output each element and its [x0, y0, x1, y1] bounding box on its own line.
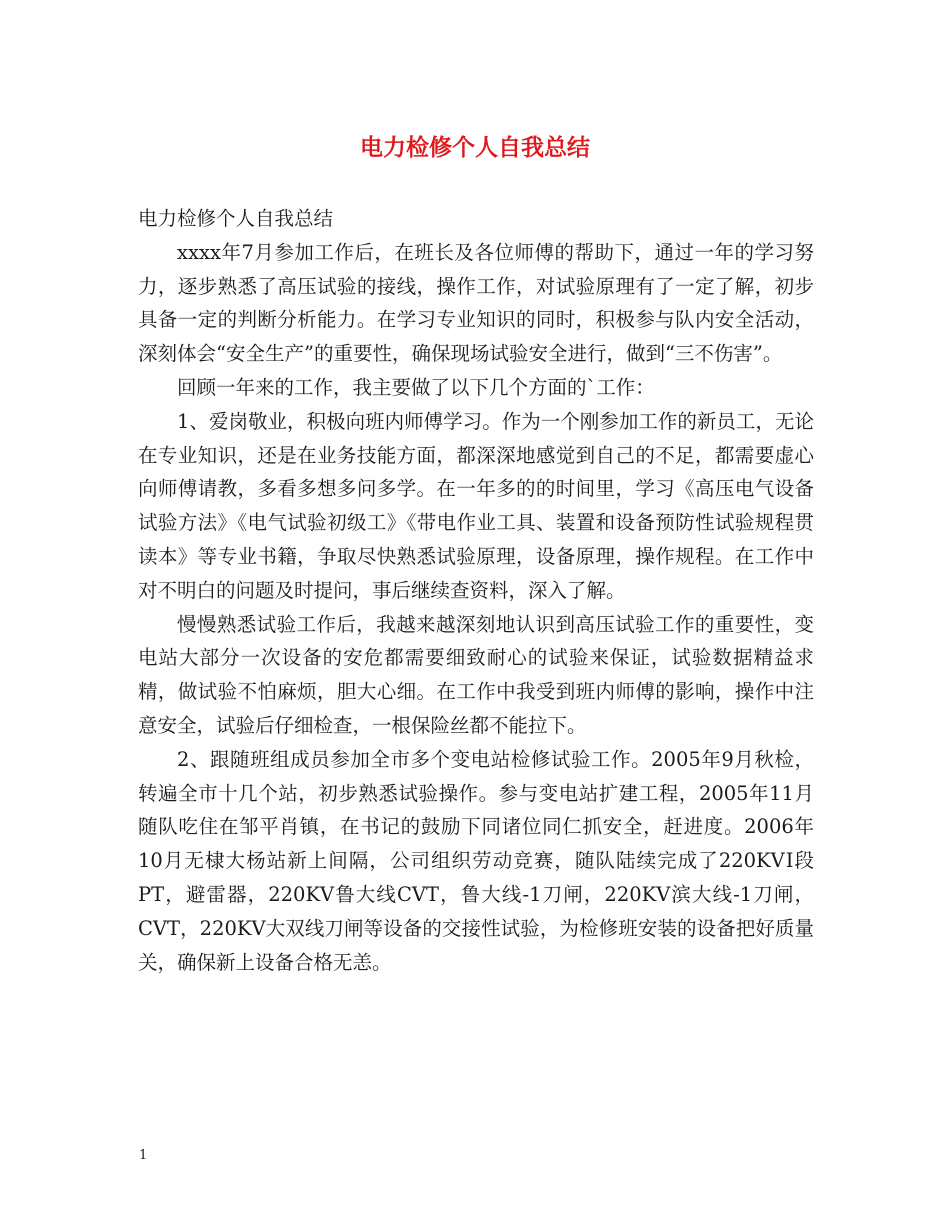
document-subtitle: 电力检修个人自我总结: [138, 207, 334, 230]
paragraph-item-1: 1、爱岗敬业，积极向班内师傅学习。作为一个刚参加工作的新员工，无论在专业知识，还是在业务技能方面，都深深地感觉到自己的不足，都需要虚心向师傅请教，多看多想多问多学。在一年多的的时间里，学习《高压电气设备试验方法》《电气试验初级工》《带电作业工具、装置和设备预防性试验规程贯读本》等专业书籍，争取尽快熟悉试验原理，设备原理，操作规程。在工作中对不明白的问题及时提问，事后继续查资料，深入了解。: [138, 409, 814, 602]
paragraph-familiarization: 慢慢熟悉试验工作后，我越来越深刻地认识到高压试验工作的重要性，变电站大部分一次设备的安危都需要细致耐心的试验来保证，试验数据精益求精，做试验不怕麻烦，胆大心细。在工作中我受到班内师傅的影响，操作中注意安全，试验后仔细检查，一根保险丝都不能拉下。: [138, 612, 814, 737]
document-title: 电力检修个人自我总结: [360, 134, 590, 161]
paragraph-item-2: 2、跟随班组成员参加全市多个变电站检修试验工作。2005年9月秋检，转遍全市十几个站，初步熟悉试验操作。参与变电站扩建工程，2005年11月随队吃住在邹平肖镇，在书记的鼓励下同诸位同仁抓安全，赶进度。2006年10月无棣大杨站新上间隔，公司组织劳动竞赛，随队陆续完成了220KVⅠ段PT，避雷器，220KV鲁大线CVT，鲁大线-1刀闸，220KV滨大线-1刀闸，CVT，220KV大双线刀闸等设备的交接性试验，为检修班安装的设备把好质量关，确保新上设备合格无恙。: [138, 747, 814, 974]
document-body: [138, 202, 814, 979]
paragraph-intro: xxxx年7月参加工作后，在班长及各位师傅的帮助下，通过一年的学习努力，逐步熟悉了高压试验的接线，操作工作，对试验原理有了一定了解，初步具备一定的判断分析能力。在学习专业知识的同时，积极参与队内安全活动，深刻体会“安全生产”的重要性，确保现场试验安全进行，做到“三不伤害”。: [138, 240, 814, 366]
page-number: 1: [139, 1148, 148, 1163]
paragraph-review: 回顾一年来的工作，我主要做了以下几个方面的`工作：: [177, 375, 655, 399]
